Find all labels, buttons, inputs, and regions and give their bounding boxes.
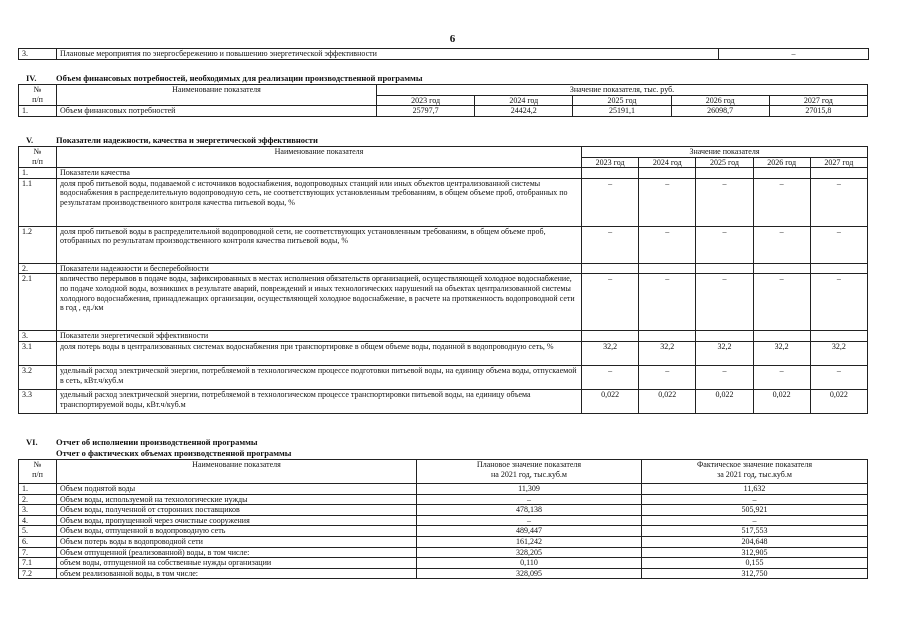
row-name: Объем потерь воды в водопроводной сети	[57, 536, 417, 547]
row-name: доля потерь воды в централизованных системах водоснабжения при транспортировке в общем объеме воды, поданной в водопроводную сеть, %	[57, 341, 582, 365]
table-row	[19, 547, 868, 558]
row-value: 0,022	[639, 389, 696, 413]
table-row	[19, 494, 868, 505]
year-header: 2026 год	[671, 95, 769, 106]
row-number: 4.	[19, 515, 57, 526]
col-fact-header: Фактическое значение показателя за 2021 год, тыс.куб.м	[642, 460, 868, 484]
row-value: –	[810, 365, 867, 389]
row-name: Показатели надежности и бесперебойности	[57, 263, 582, 274]
row-name: доля проб питьевой воды в распределительной водопроводной сети, не соответствующих установленным требованиям, в общем объеме проб, отобранных по результатам производственного контроля качества питьевой воды, %	[57, 226, 582, 263]
row-plan: 0,110	[417, 558, 642, 569]
col-name-header: Наименование показателя	[57, 85, 377, 106]
group-row	[19, 331, 868, 342]
row-number: 2.1	[19, 274, 57, 331]
section-number: VI.	[26, 437, 38, 447]
row-plan: 11,309	[417, 484, 642, 495]
section-number: IV.	[26, 73, 37, 83]
row-fact: 11,632	[642, 484, 868, 495]
measures-table	[18, 48, 869, 60]
row-value: 32,2	[696, 341, 753, 365]
row-number: 3.3	[19, 389, 57, 413]
table-row	[19, 536, 868, 547]
header-row	[19, 460, 868, 484]
row-number: 1.	[19, 106, 57, 117]
row-number: 1.	[19, 484, 57, 495]
row-value: 25191,1	[573, 106, 671, 117]
year-header: 2025 год	[573, 95, 671, 106]
row-value: –	[582, 178, 639, 226]
section-v-heading	[26, 135, 318, 145]
col-plan-header: Плановое значение показателя на 2021 год, тыс.куб.м	[417, 460, 642, 484]
row-value: –	[639, 178, 696, 226]
row-value: 32,2	[753, 341, 810, 365]
row-name: объем реализованной воды, в том числе:	[57, 568, 417, 579]
row-value: 32,2	[810, 341, 867, 365]
row-fact: 517,553	[642, 526, 868, 537]
row-number: 1.2	[19, 226, 57, 263]
row-name: Объем воды, используемой на технологические нужды	[57, 494, 417, 505]
row-plan: 478,138	[417, 505, 642, 516]
row-plan: 328,095	[417, 568, 642, 579]
section-title: Показатели надежности, качества и энергетической эффективности	[56, 135, 318, 145]
row-fact: 0,155	[642, 558, 868, 569]
row-number: 3.	[19, 49, 57, 60]
year-header: 2023 год	[377, 95, 475, 106]
row-value: –	[719, 49, 869, 60]
row-value: –	[753, 226, 810, 263]
row-value: 0,022	[753, 389, 810, 413]
year-header: 2025 год	[696, 157, 753, 168]
report-table	[18, 459, 868, 579]
row-value: 0,022	[582, 389, 639, 413]
year-header: 2023 год	[582, 157, 639, 168]
row-number: 1.	[19, 168, 57, 179]
row-value: –	[696, 226, 753, 263]
row-value: –	[696, 365, 753, 389]
row-fact: –	[642, 494, 868, 505]
row-name: Плановые мероприятия по энергосбережению и повышению энергетической эффективности	[57, 49, 719, 60]
row-number: 3.1	[19, 341, 57, 365]
table-row	[19, 49, 869, 60]
table-row	[19, 341, 868, 365]
row-number: 1.1	[19, 178, 57, 226]
row-fact: –	[642, 515, 868, 526]
section-iv-heading	[26, 73, 422, 83]
row-number: 3.2	[19, 365, 57, 389]
table-row	[19, 515, 868, 526]
table-row	[19, 365, 868, 389]
row-value: 0,022	[696, 389, 753, 413]
row-value: –	[639, 365, 696, 389]
row-fact: 204,648	[642, 536, 868, 547]
row-number: 2.	[19, 263, 57, 274]
row-value: –	[696, 274, 753, 331]
row-value: 27015,8	[769, 106, 867, 117]
row-number: 3.	[19, 331, 57, 342]
table-row	[19, 274, 868, 331]
table-row	[19, 484, 868, 495]
header-row	[19, 85, 868, 96]
row-name: Показатели энергетической эффективности	[57, 331, 582, 342]
col-num-header: № п/п	[19, 460, 57, 484]
row-fact: 312,905	[642, 547, 868, 558]
table-row	[19, 558, 868, 569]
row-plan: –	[417, 515, 642, 526]
table-row	[19, 526, 868, 537]
row-name: доля проб питьевой воды, подаваемой с источников водоснабжения, водопроводных станций или иных объектов централизованной системы водоснабжения в распределительную водопроводную сеть, не соответствующих установленным требованиям, в общем объеме проб, отобранных по результатам производственного контроля качества питьевой воды, %	[57, 178, 582, 226]
row-name: удельный расход электрической энергии, потребляемой в технологическом процессе транспортировки питьевой воды, на единицу объема транспортируемой воды, кВт.ч/куб.м	[57, 389, 582, 413]
group-row	[19, 263, 868, 274]
table-row	[19, 106, 868, 117]
row-value: –	[696, 178, 753, 226]
row-value: –	[810, 226, 867, 263]
table-row	[19, 178, 868, 226]
row-value: 0,022	[810, 389, 867, 413]
year-header: 2024 год	[639, 157, 696, 168]
page-number: 6	[449, 33, 456, 45]
row-value: 26098,7	[671, 106, 769, 117]
section-title: Объем финансовых потребностей, необходимых для реализации производственной программы	[56, 73, 423, 83]
row-name: Объем отпущенной (реализованной) воды, в том числе:	[57, 547, 417, 558]
year-header: 2027 год	[769, 95, 867, 106]
row-name: Объем поднятой воды	[57, 484, 417, 495]
table-row	[19, 568, 868, 579]
row-value: –	[582, 226, 639, 263]
row-value: –	[582, 365, 639, 389]
col-name-header: Наименование показателя	[57, 460, 417, 484]
row-number: 7.	[19, 547, 57, 558]
row-plan: –	[417, 494, 642, 505]
row-plan: 328,205	[417, 547, 642, 558]
row-number: 5.	[19, 526, 57, 537]
col-num-header: № п/п	[19, 147, 57, 168]
row-name: Объем финансовых потребностей	[57, 106, 377, 117]
row-number: 6.	[19, 536, 57, 547]
quality-table	[18, 146, 868, 414]
row-plan: 489,447	[417, 526, 642, 537]
year-header: 2024 год	[475, 95, 573, 106]
row-value: 32,2	[582, 341, 639, 365]
row-fact: 505,921	[642, 505, 868, 516]
group-row	[19, 168, 868, 179]
row-number: 3.	[19, 505, 57, 516]
col-value-header: Значение показателя	[582, 147, 868, 158]
col-name-header: Наименование показателя	[57, 147, 582, 168]
row-name: Объем воды, отпущенной в водопроводную сеть	[57, 526, 417, 537]
row-fact: 312,750	[642, 568, 868, 579]
header-row	[19, 147, 868, 158]
row-value: –	[582, 274, 639, 331]
col-num-header: № п/п	[19, 85, 57, 106]
row-value: –	[810, 178, 867, 226]
table-row	[19, 389, 868, 413]
year-header: 2026 год	[753, 157, 810, 168]
row-number: 7.1	[19, 558, 57, 569]
row-value: –	[753, 365, 810, 389]
row-value: –	[639, 274, 696, 331]
section-subtitle: Отчет о фактических объемах производственной программы	[56, 448, 292, 458]
row-name: объем воды, отпущенной на собственные нужды организации	[57, 558, 417, 569]
row-name: Объем воды, пропущенной через очистные сооружения	[57, 515, 417, 526]
row-number: 7.2	[19, 568, 57, 579]
row-name: количество перерывов в подаче воды, зафиксированных в местах исполнения обязательств организацией, осуществляющей холодное водоснабжение, по подаче холодной воды, возникших в результате аварий, повреждений и иных технологических нарушений на объектах централизованной системы холодного водоснабжения, принадлежащих организации, осуществляющей холодное водоснабжение, в расчете на протяженность водопроводной сети в год , ед./км	[57, 274, 582, 331]
row-value: 24424,2	[475, 106, 573, 117]
section-number: V.	[26, 135, 34, 145]
section-vi-heading	[26, 437, 258, 447]
finance-table	[18, 84, 868, 117]
row-value: –	[753, 178, 810, 226]
row-number: 2.	[19, 494, 57, 505]
row-value: 25797,7	[377, 106, 475, 117]
row-value: –	[753, 274, 810, 331]
col-value-header: Значение показателя, тыс. руб.	[377, 85, 868, 96]
row-plan: 161,242	[417, 536, 642, 547]
table-row	[19, 226, 868, 263]
year-header: 2027 год	[810, 157, 867, 168]
row-name: удельный расход электрической энергии, потребляемой в технологическом процессе подготовки питьевой воды, на единицу объема воды, отпускаемой в сеть, кВт.ч/куб.м	[57, 365, 582, 389]
row-name: Показатели качества	[57, 168, 582, 179]
section-title: Отчет об исполнении производственной программы	[56, 437, 258, 447]
row-name: Объем воды, полученной от сторонних поставщиков	[57, 505, 417, 516]
row-value: –	[810, 274, 867, 331]
table-row	[19, 505, 868, 516]
row-value: –	[639, 226, 696, 263]
row-value: 32,2	[639, 341, 696, 365]
